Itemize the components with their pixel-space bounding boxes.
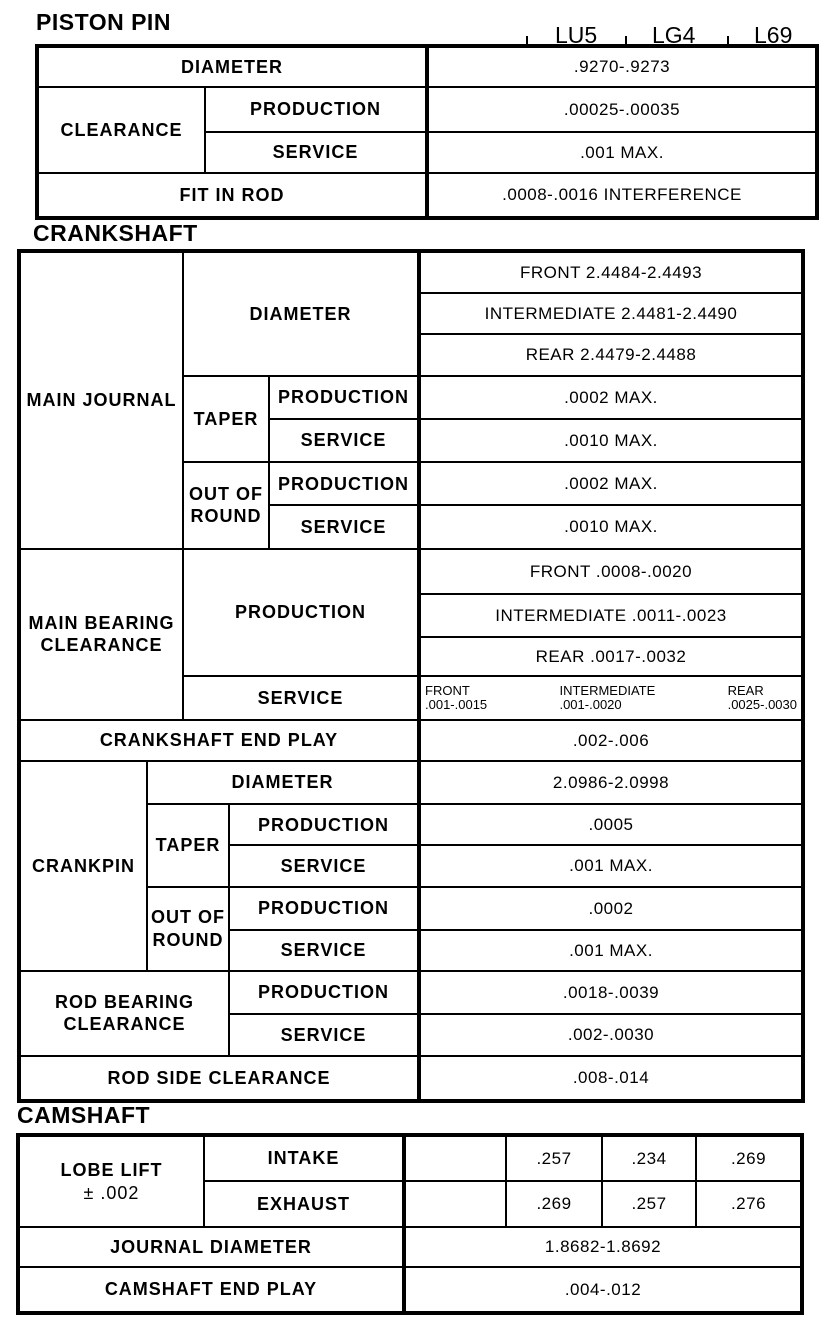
lobe-blank-cell xyxy=(404,1135,506,1181)
intake-label: INTAKE xyxy=(204,1135,404,1181)
table-row xyxy=(19,251,803,293)
main-bearing-production-label: PRODUCTION xyxy=(183,549,419,677)
journal-taper-service-label: SERVICE xyxy=(269,419,419,462)
intake-lg4-value: .234 xyxy=(602,1135,696,1181)
lobe-lift-tolerance: ± .002 xyxy=(83,1182,140,1203)
crankpin-diameter-label: DIAMETER xyxy=(147,761,419,804)
lobe-lift-title: LOBE LIFT xyxy=(60,1160,163,1180)
pin-service-label: SERVICE xyxy=(205,132,427,173)
pin-diameter-label: DIAMETER xyxy=(37,46,427,87)
pin-production-value: .00025-.00035 xyxy=(427,87,817,132)
crankshaft-heading: CRANKSHAFT xyxy=(33,220,198,246)
journal-oor-service-value: .0010 MAX. xyxy=(419,505,803,548)
crankpin-diameter-value: 2.0986-2.0998 xyxy=(419,761,803,804)
main-bearing-rear-value: REAR .0017-.0032 xyxy=(419,637,803,676)
service-rear-value: .0025-.0030 xyxy=(727,697,797,713)
table-row xyxy=(37,87,817,132)
pin-service-value: .001 MAX. xyxy=(427,132,817,173)
crankpin-taper-label: TAPER xyxy=(147,804,229,886)
crankshaft-table xyxy=(17,249,805,1103)
engine-l69: L69 xyxy=(754,22,793,48)
piston-pin-heading: PISTON PIN xyxy=(36,9,171,35)
exhaust-l69-value: .276 xyxy=(696,1181,802,1227)
journal-oor-production-value: .0002 MAX. xyxy=(419,462,803,505)
journal-taper-service-value: .0010 MAX. xyxy=(419,419,803,462)
table-row xyxy=(18,1227,802,1267)
main-bearing-front-value: FRONT .0008-.0020 xyxy=(419,549,803,594)
cam-journal-diameter-label: JOURNAL DIAMETER xyxy=(18,1227,404,1267)
intake-l69-value: .269 xyxy=(696,1135,802,1181)
service-intermediate xyxy=(559,684,655,711)
journal-taper-label: TAPER xyxy=(183,376,269,463)
rod-service-value: .002-.0030 xyxy=(419,1014,803,1055)
crankpin-label: CRANKPIN xyxy=(19,761,147,971)
rod-production-label: PRODUCTION xyxy=(229,971,419,1014)
table-row xyxy=(19,761,803,804)
cam-end-play-value: .004-.012 xyxy=(404,1267,802,1313)
journal-intermediate-value: INTERMEDIATE 2.4481-2.4490 xyxy=(419,293,803,334)
journal-taper-production-value: .0002 MAX. xyxy=(419,376,803,419)
rod-production-value: .0018-.0039 xyxy=(419,971,803,1014)
crank-end-play-label: CRANKSHAFT END PLAY xyxy=(19,720,419,761)
lobe-blank-cell xyxy=(404,1181,506,1227)
service-intermediate-label: INTERMEDIATE xyxy=(559,683,656,699)
service-rear xyxy=(728,684,797,711)
camshaft-heading: CAMSHAFT xyxy=(17,1102,151,1128)
journal-oor-production-label: PRODUCTION xyxy=(269,462,419,505)
table-row xyxy=(19,549,803,594)
table-row xyxy=(18,1135,802,1181)
rod-side-label: ROD SIDE CLEARANCE xyxy=(19,1056,419,1101)
crankpin-oor-production-label: PRODUCTION xyxy=(229,887,419,930)
service-front-value: .001-.0015 xyxy=(425,697,488,713)
cam-end-play-label: CAMSHAFT END PLAY xyxy=(18,1267,404,1313)
crankpin-taper-service-label: SERVICE xyxy=(229,845,419,886)
exhaust-label: EXHAUST xyxy=(204,1181,404,1227)
intake-lu5-value: .257 xyxy=(506,1135,602,1181)
pin-clearance-label: CLEARANCE xyxy=(37,87,205,173)
crankpin-oor-production-value: .0002 xyxy=(419,887,803,930)
lobe-lift-label xyxy=(18,1135,204,1227)
main-bearing-label: MAIN BEARING CLEARANCE xyxy=(19,549,183,720)
table-row xyxy=(37,46,817,87)
service-rear-label: REAR xyxy=(727,683,764,699)
main-bearing-service-label: SERVICE xyxy=(183,676,419,719)
table-row xyxy=(19,1056,803,1101)
service-front xyxy=(425,684,487,711)
camshaft-table xyxy=(16,1133,804,1315)
pin-diameter-value: .9270-.9273 xyxy=(427,46,817,87)
cam-journal-diameter-value: 1.8682-1.8692 xyxy=(404,1227,802,1267)
journal-oor-label: OUT OF ROUND xyxy=(183,462,269,549)
crankpin-oor-service-value: .001 MAX. xyxy=(419,930,803,971)
service-front-label: FRONT xyxy=(425,683,470,699)
table-row xyxy=(19,971,803,1014)
main-bearing-intermediate-value: INTERMEDIATE .0011-.0023 xyxy=(419,594,803,637)
table-row xyxy=(19,720,803,761)
main-journal-label: MAIN JOURNAL xyxy=(19,251,183,549)
exhaust-lu5-value: .269 xyxy=(506,1181,602,1227)
service-intermediate-value: .001-.0020 xyxy=(559,697,622,713)
service-grid xyxy=(421,684,801,711)
crankpin-oor-label: OUT OF ROUND xyxy=(147,887,229,971)
crankpin-taper-production-label: PRODUCTION xyxy=(229,804,419,845)
journal-taper-production-label: PRODUCTION xyxy=(269,376,419,419)
table-row xyxy=(37,173,817,218)
crankpin-oor-service-label: SERVICE xyxy=(229,930,419,971)
rod-service-label: SERVICE xyxy=(229,1014,419,1055)
engine-lg4: LG4 xyxy=(652,22,696,48)
piston-pin-table xyxy=(35,44,819,220)
crankpin-taper-production-value: .0005 xyxy=(419,804,803,845)
main-bearing-service-values xyxy=(419,676,803,719)
journal-rear-value: REAR 2.4479-2.4488 xyxy=(419,334,803,375)
exhaust-lg4-value: .257 xyxy=(602,1181,696,1227)
journal-front-value: FRONT 2.4484-2.4493 xyxy=(419,251,803,293)
journal-oor-service-label: SERVICE xyxy=(269,505,419,548)
pin-fit-value: .0008-.0016 INTERFERENCE xyxy=(427,173,817,218)
crankpin-taper-service-value: .001 MAX. xyxy=(419,845,803,886)
table-row xyxy=(18,1267,802,1313)
rod-side-value: .008-.014 xyxy=(419,1056,803,1101)
engine-lu5: LU5 xyxy=(555,22,598,48)
pin-fit-label: FIT IN ROD xyxy=(37,173,427,218)
pin-production-label: PRODUCTION xyxy=(205,87,427,132)
crank-end-play-value: .002-.006 xyxy=(419,720,803,761)
journal-diameter-label: DIAMETER xyxy=(183,251,419,376)
rod-bearing-label: ROD BEARING CLEARANCE xyxy=(19,971,229,1055)
